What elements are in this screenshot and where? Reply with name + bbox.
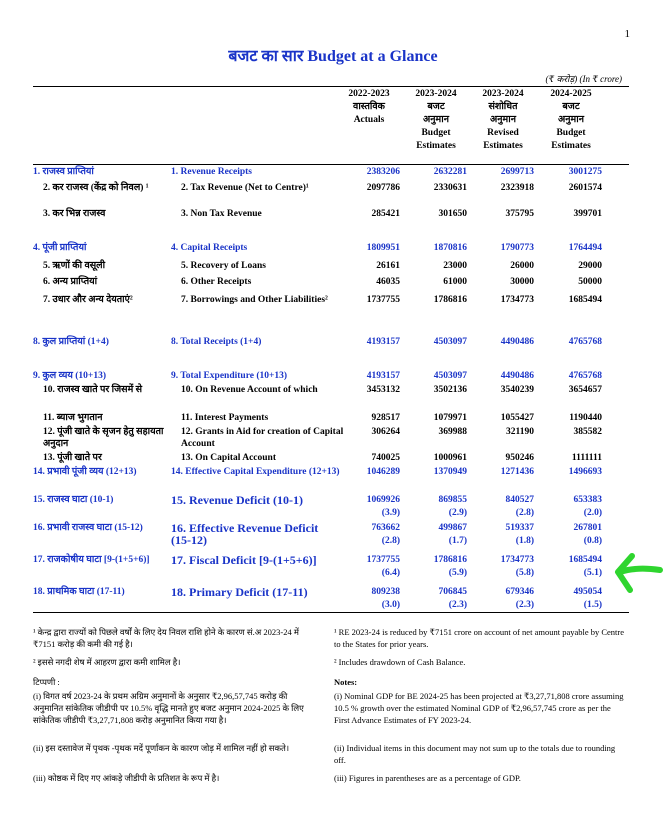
row-value: 1271436 xyxy=(500,467,534,477)
row-value: 1870816 xyxy=(433,243,467,253)
column-header-l1: वास्तविक xyxy=(353,102,385,112)
row-value: 869855 xyxy=(438,495,467,505)
note-hi-iii: (iii) कोष्ठक में दिए गए आंकड़े जीडीपी के प्रतिशत के रूप में है। xyxy=(33,773,220,783)
row-label-english: 16. Effective Revenue Deficit (15-12) xyxy=(171,521,319,547)
note-en-iii: (iii) Figures in parentheses are as a percentage of GDP. xyxy=(334,773,521,783)
row-value: 267801 xyxy=(573,523,602,533)
row-label-hindi: 6. अन्य प्राप्तियां xyxy=(43,277,98,287)
row-value: 1786816 xyxy=(433,555,467,565)
row-label-english: 2. Tax Revenue (Net to Centre)¹ xyxy=(181,183,309,193)
row-label-hindi: 4. पूंजी प्राप्तियां xyxy=(33,243,87,253)
gdp-percent-value: (5.8) xyxy=(515,568,534,578)
note-hi-ii: (ii) इस दस्तावेज में पृथक -पृथक मदें पूर्णांकन के कारण जोड़ में शामिल नहीं हो सकते। xyxy=(33,743,290,753)
row-value: 3540239 xyxy=(500,385,534,395)
row-value: 61000 xyxy=(443,277,467,287)
row-value: 1790773 xyxy=(500,243,534,253)
row-label-hindi: 2. कर राजस्व (केंद्र को निवल) ¹ xyxy=(43,183,149,193)
footnote-en-1: ¹ RE 2023-24 is reduced by ₹7151 crore on account of net amount payable by Centre to the States for prior years. xyxy=(334,627,625,649)
row-label-hindi: 18. प्राथमिक घाटा (17-11) xyxy=(33,587,125,597)
row-label-english: 8. Total Receipts (1+4) xyxy=(171,337,262,347)
row-value: 4490486 xyxy=(500,371,534,381)
row-label-english: 13. On Capital Account xyxy=(181,453,277,463)
row-label-hindi: 14. प्रभावी पूंजी व्यय (12+13) xyxy=(33,467,137,477)
gdp-percent-value: (0.8) xyxy=(583,536,602,546)
row-value: 2632281 xyxy=(433,167,467,177)
row-value: 1734773 xyxy=(500,295,534,305)
column-header-year: 2022-2023 xyxy=(348,89,390,99)
row-value: 809238 xyxy=(371,587,400,597)
footnote-en-2: ² Includes drawdown of Cash Balance. xyxy=(334,657,466,667)
gdp-percent-value: (1.5) xyxy=(583,600,602,610)
gdp-percent-value: (2.8) xyxy=(515,508,534,518)
column-header-year: 2023-2024 xyxy=(482,89,524,99)
column-header xyxy=(405,88,467,153)
row-value: 653383 xyxy=(573,495,602,505)
row-value: 1786816 xyxy=(433,295,467,305)
row-value: 3654657 xyxy=(568,385,602,395)
row-value: 1370949 xyxy=(433,467,467,477)
row-value: 385582 xyxy=(573,427,602,437)
gdp-percent-value: (6.4) xyxy=(381,568,400,578)
row-value: 4765768 xyxy=(568,371,602,381)
row-value: 375795 xyxy=(505,209,534,219)
row-label-hindi: 5. ऋणों की वसूली xyxy=(43,261,106,271)
row-value: 26000 xyxy=(510,261,534,271)
row-value: 2330631 xyxy=(433,183,467,193)
row-value: 3453132 xyxy=(366,385,400,395)
column-header-l2: Actuals xyxy=(353,115,385,125)
footnote-hi-2: ² इससे नगदी शेष में आहरण द्वारा कमी शामिल है। xyxy=(33,657,181,667)
row-label-hindi: 10. राजस्व खाते पर जिसमें से xyxy=(43,385,143,395)
row-value: 4503097 xyxy=(433,337,467,347)
row-label-english: 12. Grants in Aid for creation of Capital Account xyxy=(181,427,344,449)
row-value: 4503097 xyxy=(433,371,467,381)
column-header-l2: अनुमान xyxy=(558,115,584,125)
gdp-percent-value: (5.1) xyxy=(583,568,602,578)
row-label-english: 4. Capital Receipts xyxy=(171,243,248,253)
row-label-hindi: 7. उधार और अन्य देयताएं² xyxy=(43,295,133,305)
row-value: 2383206 xyxy=(366,167,400,177)
row-value: 29000 xyxy=(578,261,602,271)
row-value: 46035 xyxy=(376,277,400,287)
row-value: 840527 xyxy=(505,495,534,505)
row-value: 1809951 xyxy=(366,243,400,253)
row-value: 306264 xyxy=(371,427,400,437)
bottom-rule xyxy=(33,612,629,613)
column-header-l3: Budget Estimates xyxy=(416,128,456,151)
gdp-percent-value: (5.9) xyxy=(448,568,467,578)
row-value: 1685494 xyxy=(568,555,602,565)
row-label-hindi: 11. ब्याज भुगतान xyxy=(43,413,103,423)
row-value: 706845 xyxy=(438,587,467,597)
row-value: 1734773 xyxy=(500,555,534,565)
row-value: 23000 xyxy=(443,261,467,271)
row-label-hindi: 16. प्रभावी राजस्व घाटा (15-12) xyxy=(33,523,143,533)
page-number: 1 xyxy=(624,28,630,40)
gdp-percent-value: (2.3) xyxy=(448,600,467,610)
gdp-percent-value: (2.9) xyxy=(448,508,467,518)
row-value: 1764494 xyxy=(568,243,602,253)
notes-title-en: Notes: xyxy=(334,677,358,687)
row-value: 301650 xyxy=(438,209,467,219)
gdp-percent-value: (1.8) xyxy=(515,536,534,546)
row-value: 499867 xyxy=(438,523,467,533)
row-value: 1190440 xyxy=(569,413,602,423)
row-value: 4490486 xyxy=(500,337,534,347)
row-value: 679346 xyxy=(505,587,534,597)
row-label-hindi: 8. कुल प्राप्तियां (1+4) xyxy=(33,337,109,347)
row-value: 1000961 xyxy=(433,453,467,463)
column-header xyxy=(472,88,534,153)
row-label-hindi: 17. राजकोषीय घाटा [9-(1+5+6)] xyxy=(33,555,150,565)
row-value: 1069926 xyxy=(366,495,400,505)
row-label-hindi: 1. राजस्व प्राप्तियां xyxy=(33,167,94,177)
column-header xyxy=(540,88,602,153)
row-value: 2699713 xyxy=(500,167,534,177)
gdp-percent-value: (1.7) xyxy=(448,536,467,546)
note-hi-i: (i) विगत वर्ष 2023-24 के प्रथम अग्रिम अनुमानों के अनुसार ₹2,96,57,745 करोड़ की अनुमानित सांकेतिक जीडीपी पर 10.5% वृद्धि मानते हुए बजट अनुमान 2024-2025 के लिए सांकेतिक जीडीपी ₹3,27,71,808 करोड़ अनुमानित किया गया है। xyxy=(33,691,304,725)
note-en-ii: (ii) Individual items in this document may not sum up to the totals due to rounding off. xyxy=(334,743,616,765)
gdp-percent-value: (3.9) xyxy=(381,508,400,518)
row-value: 2097786 xyxy=(366,183,400,193)
row-value: 519337 xyxy=(505,523,534,533)
column-header xyxy=(338,88,400,127)
row-value: 1685494 xyxy=(568,295,602,305)
row-value: 1737755 xyxy=(366,295,400,305)
row-value: 285421 xyxy=(371,209,400,219)
row-value: 1046289 xyxy=(366,467,400,477)
row-label-english: 15. Revenue Deficit (10-1) xyxy=(171,493,303,507)
row-label-hindi: 12. पूंजी खाते के सृजन हेतु सहायता अनुदान xyxy=(43,427,164,449)
footnote-hi-1: ¹ केन्द्र द्वारा राज्यों को पिछले वर्षों के लिए देय निवल राशि होने के कारण सं.अ 2023-24 में ₹7151 करोड़ की कमी की गई है। xyxy=(33,627,299,649)
row-value: 3001275 xyxy=(568,167,602,177)
gdp-percent-value: (3.0) xyxy=(381,600,400,610)
gdp-percent-value: (2.3) xyxy=(515,600,534,610)
gdp-percent-value: (2.0) xyxy=(583,508,602,518)
row-value: 3502136 xyxy=(433,385,467,395)
column-header-l2: अनुमान xyxy=(423,115,449,125)
row-label-hindi: 15. राजस्व घाटा (10-1) xyxy=(33,495,114,505)
row-value: 2601574 xyxy=(568,183,602,193)
column-header-year: 2024-2025 xyxy=(550,89,592,99)
row-value: 928517 xyxy=(371,413,400,423)
row-label-english: 10. On Revenue Account of which xyxy=(181,385,318,395)
row-value: 1496693 xyxy=(568,467,602,477)
row-label-english: 5. Recovery of Loans xyxy=(181,261,266,271)
column-header-year: 2023-2024 xyxy=(415,89,457,99)
row-label-english: 7. Borrowings and Other Liabilities² xyxy=(181,295,328,305)
top-rule xyxy=(33,86,629,87)
row-value: 4193157 xyxy=(366,371,400,381)
row-label-english: 6. Other Receipts xyxy=(181,277,252,287)
column-header-l3: Budget Estimates xyxy=(551,128,591,151)
page-title: बजट का सार Budget at a Glance xyxy=(228,48,438,65)
note-en-i: (i) Nominal GDP for BE 2024-25 has been projected at ₹3,27,71,808 crore assuming 10.5 % growth over the estimated Nominal GDP of ₹2,96,57,745 crore as per the First Advance Estimates of FY 2023-24. xyxy=(334,691,624,725)
row-label-hindi: 13. पूंजी खाते पर xyxy=(43,453,102,463)
row-label-english: 17. Fiscal Deficit [9-(1+5+6)] xyxy=(171,553,317,567)
row-value: 26161 xyxy=(376,261,400,271)
row-value: 1737755 xyxy=(366,555,400,565)
column-header-l2: अनुमान xyxy=(490,115,516,125)
row-value: 740025 xyxy=(371,453,400,463)
row-value: 4765768 xyxy=(568,337,602,347)
row-label-english: 18. Primary Deficit (17-11) xyxy=(171,585,308,599)
row-value: 321190 xyxy=(506,427,534,437)
row-label-english: 11. Interest Payments xyxy=(181,413,269,423)
header-rule xyxy=(33,164,629,165)
row-label-english: 14. Effective Capital Expenditure (12+13) xyxy=(171,467,340,477)
row-value: 369988 xyxy=(438,427,467,437)
row-value: 950246 xyxy=(505,453,534,463)
row-value: 30000 xyxy=(510,277,534,287)
row-value: 2323918 xyxy=(500,183,534,193)
row-value: 763662 xyxy=(371,523,400,533)
column-header-l1: बजट xyxy=(427,102,445,112)
notes-title-hi: टिप्पणी : xyxy=(33,677,60,687)
green-arrow-icon xyxy=(612,548,664,600)
row-label-english: 1. Revenue Receipts xyxy=(171,167,252,177)
row-value: 50000 xyxy=(578,277,602,287)
column-header-l3: Revised Estimates xyxy=(483,128,523,151)
row-value: 1055427 xyxy=(500,413,534,423)
row-label-hindi: 3. कर भिन्न राजस्व xyxy=(43,209,106,219)
row-value: 495054 xyxy=(573,587,602,597)
gdp-percent-value: (2.8) xyxy=(381,536,400,546)
row-value: 1111111 xyxy=(571,453,602,463)
unit-note: (₹ करोड़) (In ₹ crore) xyxy=(545,74,622,84)
column-header-l1: बजट xyxy=(562,102,580,112)
row-label-hindi: 9. कुल व्यय (10+13) xyxy=(33,371,106,381)
row-label-english: 9. Total Expenditure (10+13) xyxy=(171,371,288,381)
row-value: 399701 xyxy=(573,209,602,219)
column-header-l1: संशोधित xyxy=(488,102,518,112)
row-label-english: 3. Non Tax Revenue xyxy=(181,209,262,219)
row-value: 4193157 xyxy=(366,337,400,347)
row-value: 1079971 xyxy=(433,413,467,423)
